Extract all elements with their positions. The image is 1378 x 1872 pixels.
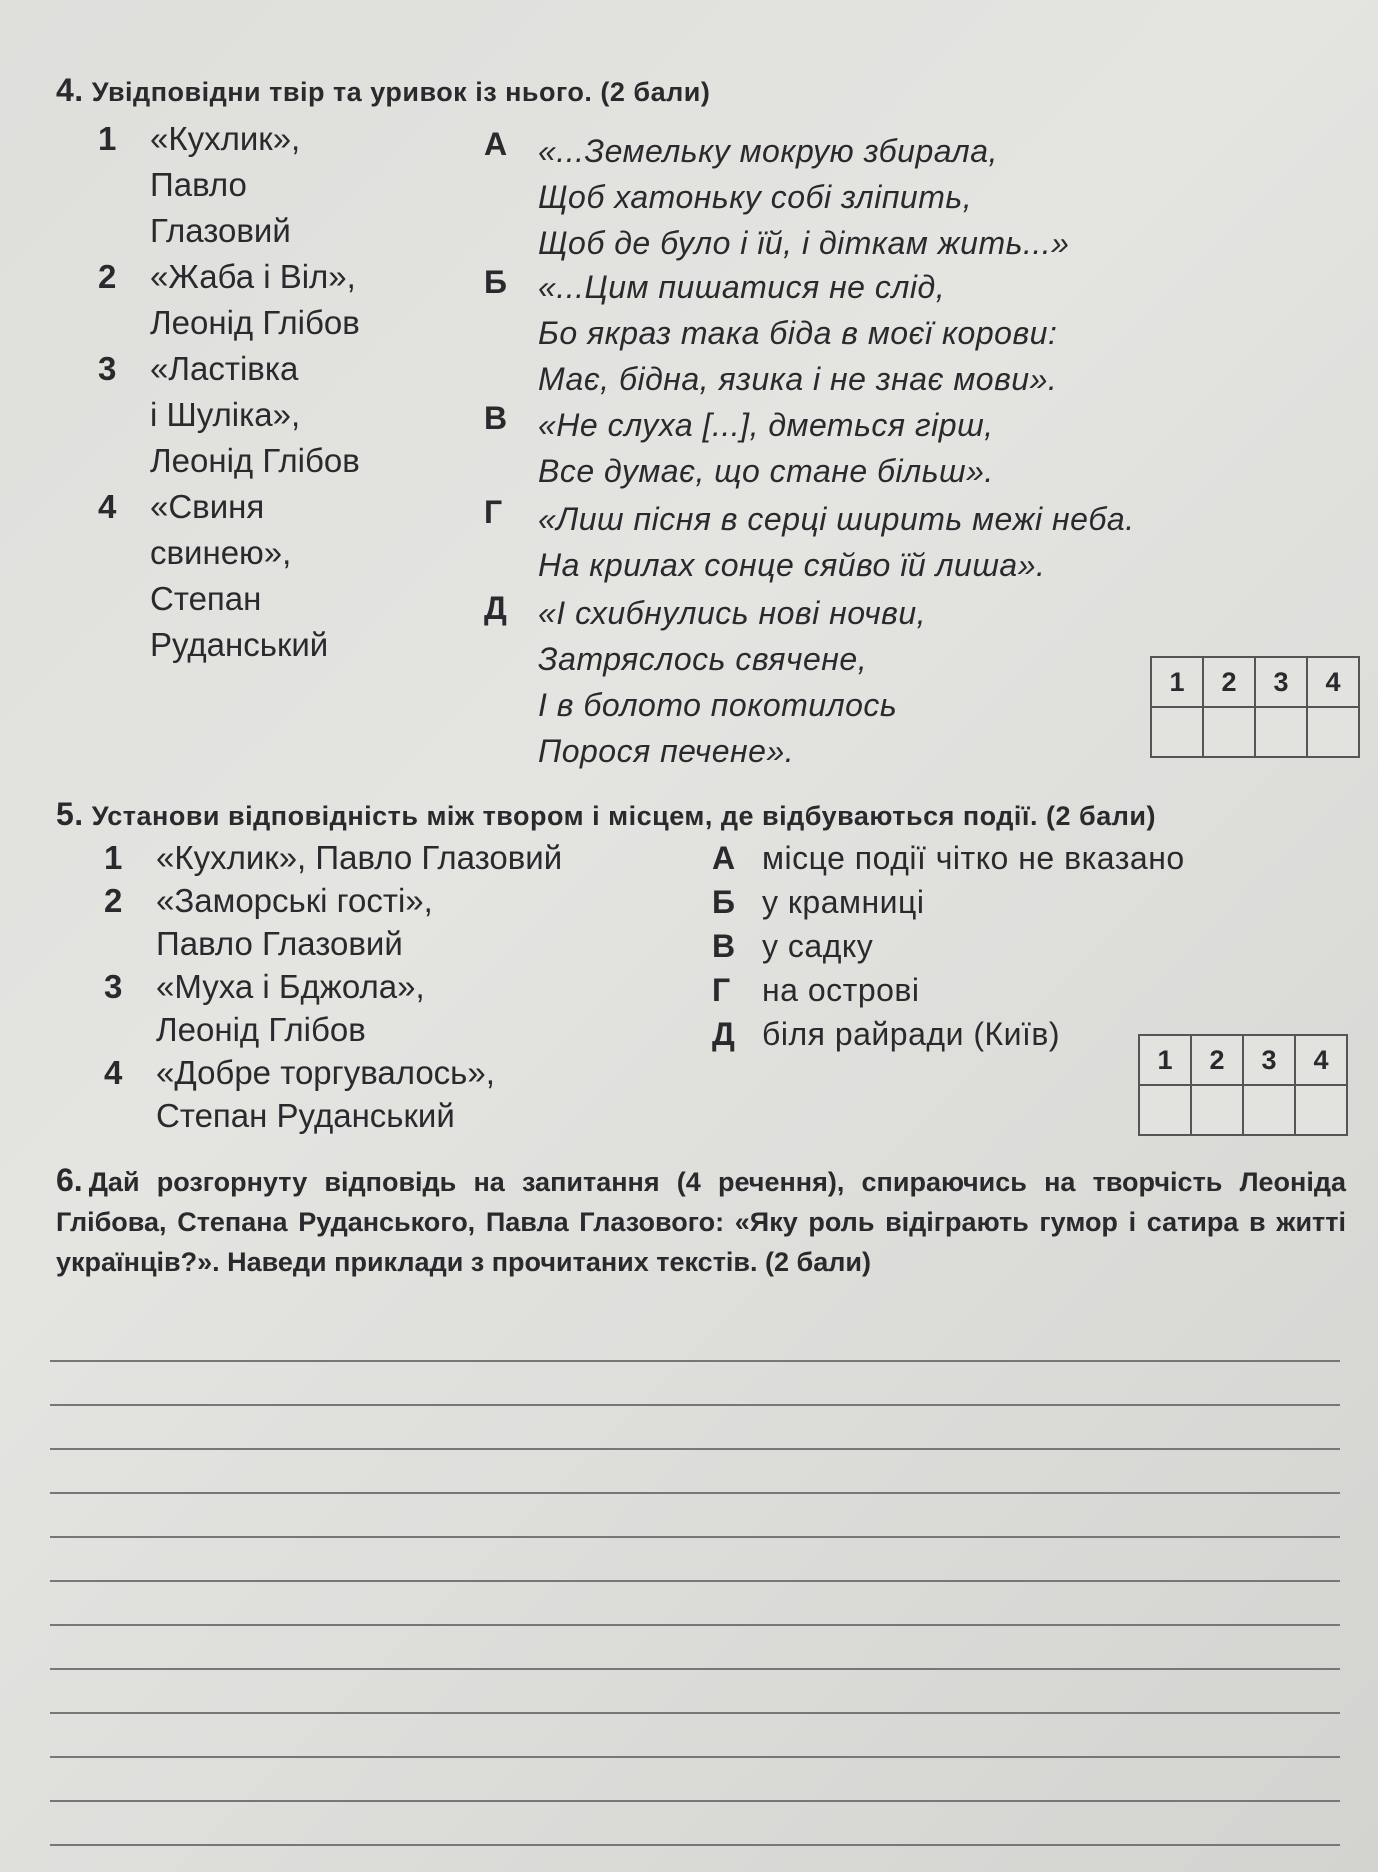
grid-header-3: 3	[1243, 1035, 1295, 1085]
task5-title: Установи відповідність між твором і місцем, де відбуваються події. (2 бали)	[91, 801, 1156, 831]
answer-cell-3[interactable]	[1255, 707, 1307, 757]
item-text: Глазовий	[150, 212, 291, 249]
item-text: Степан Руданський	[156, 1097, 455, 1134]
grid-header-1: 1	[1139, 1035, 1191, 1085]
task4-left-item-3	[98, 346, 360, 484]
task4-title: Увідповідни твір та уривок із нього. (2 бали)	[91, 77, 711, 107]
task4-quote-a	[538, 128, 1069, 266]
answer-cell-4[interactable]	[1295, 1085, 1347, 1135]
answer-line[interactable]	[50, 1580, 1340, 1582]
item-number: 4	[98, 488, 117, 525]
answer-cell-3[interactable]	[1243, 1085, 1295, 1135]
grid-header-2: 2	[1203, 657, 1255, 707]
item-text: Павло Глазовий	[156, 925, 403, 962]
grid-header-3: 3	[1255, 657, 1307, 707]
item-text: «Заморські гості»,	[156, 882, 433, 919]
quote-line: «...Земельку мокрую збирала,	[538, 133, 998, 169]
item-text: Леонід Глібов	[156, 1011, 366, 1048]
task5-option-g	[712, 972, 920, 1009]
task4-left-item-4	[98, 484, 328, 668]
quote-line: Все думає, що стане більш».	[538, 453, 994, 489]
task5-answer-grid	[1138, 1034, 1348, 1136]
task4-heading	[56, 72, 710, 109]
answer-line[interactable]	[50, 1492, 1340, 1494]
task4-letter-b: Б	[484, 264, 507, 300]
item-text: «Жаба і Віл»,	[150, 258, 356, 295]
quote-line: На крилах сонце сяйво їй лиша».	[538, 547, 1046, 583]
answer-cell-2[interactable]	[1203, 707, 1255, 757]
option-letter: Г	[712, 972, 731, 1008]
task4-answer-grid	[1150, 656, 1360, 758]
task4-number: 4.	[56, 72, 84, 108]
item-text: і Шуліка»,	[150, 396, 301, 433]
task4-letter-a: А	[484, 126, 508, 162]
quote-line: Щоб де було і їй, і діткам жить...»	[538, 225, 1070, 261]
task4-letter-v: В	[484, 400, 508, 436]
task5-left-list	[104, 836, 562, 1137]
task5-option-v	[712, 928, 873, 965]
item-number: 2	[104, 882, 123, 919]
task4-quote-g	[538, 496, 1135, 588]
item-text: Леонід Глібов	[150, 304, 360, 341]
option-letter: Д	[712, 1016, 736, 1052]
item-text: свинею»,	[150, 534, 292, 571]
option-text: біля райради (Київ)	[762, 1016, 1061, 1052]
answer-line[interactable]	[50, 1844, 1340, 1846]
item-text: «Кухлик», Павло Глазовий	[156, 839, 563, 876]
task5-option-a	[712, 840, 1185, 877]
item-text: Павло	[150, 166, 247, 203]
option-letter: А	[712, 840, 736, 876]
answer-line[interactable]	[50, 1624, 1340, 1626]
quote-line: Бо якраз така біда в моєї корови:	[538, 315, 1058, 351]
task4-left-item-2	[98, 254, 360, 346]
answer-line[interactable]	[50, 1756, 1340, 1758]
answer-cell-4[interactable]	[1307, 707, 1359, 757]
answer-cell-1[interactable]	[1151, 707, 1203, 757]
item-text: «Добре торгувалось»,	[156, 1054, 495, 1091]
quote-line: «І схибнулись нові ночви,	[538, 595, 927, 631]
answer-line[interactable]	[50, 1712, 1340, 1714]
item-text: «Ластівка	[150, 350, 299, 387]
option-text: у крамниці	[762, 884, 925, 920]
answer-cell-1[interactable]	[1139, 1085, 1191, 1135]
task5-option-b	[712, 884, 924, 921]
task4-quote-b	[538, 264, 1057, 402]
item-number: 2	[98, 258, 117, 295]
task4-quote-d	[538, 590, 926, 774]
grid-header-4: 4	[1307, 657, 1359, 707]
grid-header-1: 1	[1151, 657, 1203, 707]
answer-line[interactable]	[50, 1536, 1340, 1538]
answer-line[interactable]	[50, 1448, 1340, 1450]
quote-line: «...Цим пишатися не слід,	[538, 269, 946, 305]
task4-letter-d: Д	[484, 590, 507, 626]
option-text: на острові	[762, 972, 920, 1008]
answer-line[interactable]	[50, 1800, 1340, 1802]
option-text: у садку	[762, 928, 874, 964]
item-number: 1	[98, 120, 117, 157]
task6-question	[56, 1160, 1346, 1282]
task4-quote-v	[538, 402, 994, 494]
option-letter: Б	[712, 884, 736, 920]
item-text: «Кухлик»,	[150, 120, 301, 157]
answer-line[interactable]	[50, 1404, 1340, 1406]
task6-text: Дай розгорнуту відповідь на запитання (4 речення), спираючись на творчість Леоніда Глібова, Степана Руданського, Павла Глазового: «Яку роль відіграють гумор і сатира в житті українців?». Наведи приклади з прочитаних текстів. (2 бали)	[56, 1167, 1346, 1277]
item-text: «Муха і Бджола»,	[156, 968, 425, 1005]
quote-line: «Лиш пісня в серці ширить межі неба.	[538, 501, 1135, 537]
quote-line: Порося печене».	[538, 733, 795, 769]
item-number: 3	[98, 350, 117, 387]
grid-header-2: 2	[1191, 1035, 1243, 1085]
item-number: 1	[104, 839, 123, 876]
answer-line[interactable]	[50, 1668, 1340, 1670]
task5-option-d	[712, 1016, 1060, 1053]
task6-number: 6.	[56, 1162, 83, 1198]
task5-number: 5.	[56, 796, 84, 832]
quote-line: Затряслось свячене,	[538, 641, 868, 677]
task4-letter-g: Г	[484, 494, 503, 530]
task5-heading	[56, 796, 1156, 833]
answer-line[interactable]	[50, 1360, 1340, 1362]
option-letter: В	[712, 928, 736, 964]
answer-cell-2[interactable]	[1191, 1085, 1243, 1135]
option-text: місце події чітко не вказано	[762, 840, 1185, 876]
grid-header-4: 4	[1295, 1035, 1347, 1085]
quote-line: Має, бідна, язика і не знає мови».	[538, 361, 1058, 397]
item-number: 4	[104, 1054, 123, 1091]
item-text: «Свиня	[150, 488, 265, 525]
item-number: 3	[104, 968, 123, 1005]
item-text: Руданський	[150, 626, 329, 663]
quote-line: І в болото покотилось	[538, 687, 898, 723]
item-text: Леонід Глібов	[150, 442, 360, 479]
quote-line: Щоб хатоньку собі зліпить,	[538, 179, 973, 215]
quote-line: «Не слуха [...], дметься гірш,	[538, 407, 994, 443]
item-text: Степан	[150, 580, 262, 617]
task4-left-item-1	[98, 116, 300, 254]
